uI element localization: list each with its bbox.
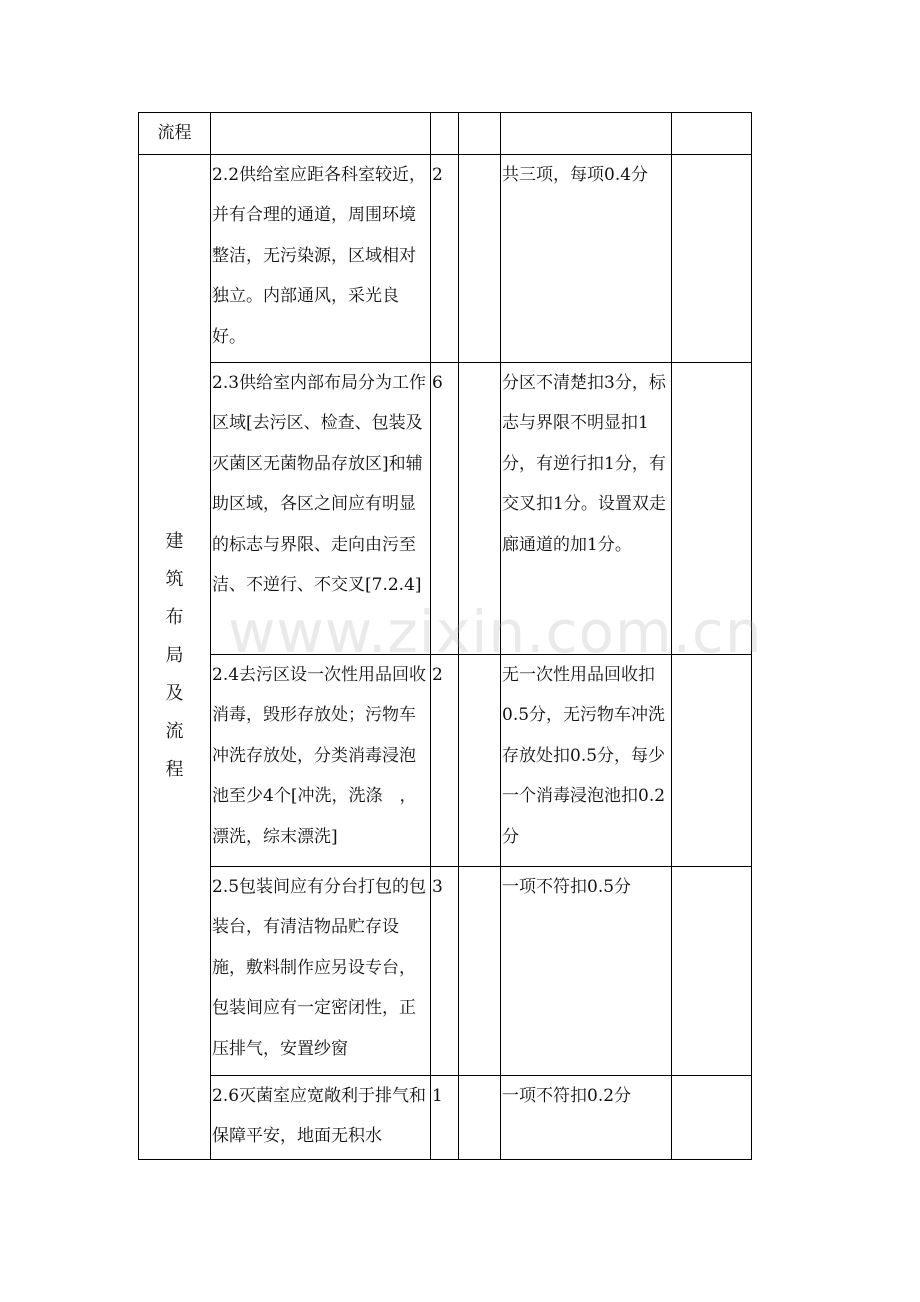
- remark-cell: [672, 866, 752, 1075]
- item-cell: 2.5包装间应有分台打包的包装台，有清洁物品贮存设施，敷料制作应另设专台，包装间应有一定密闭性，正压排气，安置纱窗: [211, 866, 431, 1075]
- blank-cell: [459, 654, 501, 866]
- blank-cell: [459, 866, 501, 1075]
- item-cell: 2.6灭菌室应宽敞利于排气和保障平安，地面无积水: [211, 1075, 431, 1159]
- score-cell: 2: [431, 154, 459, 362]
- header-score-cell: [431, 113, 459, 155]
- table-row: [139, 1075, 752, 1159]
- category-cell: [139, 154, 211, 1159]
- category-label: 建筑布局及流程: [165, 530, 184, 780]
- category-header-cell: [139, 113, 211, 155]
- blank-cell: [459, 154, 501, 362]
- assessment-table: [138, 112, 752, 1160]
- table-row: [139, 154, 752, 362]
- score-cell: 3: [431, 866, 459, 1075]
- blank-cell: [459, 1075, 501, 1159]
- score-cell: 2: [431, 654, 459, 866]
- header-remark-cell: [672, 113, 752, 155]
- rule-cell: 共三项，每项0.4分: [501, 154, 672, 362]
- rule-cell: 一项不符扣0.5分: [501, 866, 672, 1075]
- category-header-label: 流程: [157, 123, 192, 143]
- rule-cell: 分区不清楚扣3分，标志与界限不明显扣1分，有逆行扣1分，有交叉扣1分。设置双走廊通道的加1分。: [501, 362, 672, 654]
- header-row: [139, 113, 752, 155]
- rule-cell: 无一次性用品回收扣0.5分，无污物车冲洗存放处扣0.5分，每少一个消毒浸泡池扣0.2分: [501, 654, 672, 866]
- header-blank-cell: [459, 113, 501, 155]
- table-row: [139, 866, 752, 1075]
- remark-cell: [672, 654, 752, 866]
- blank-cell: [459, 362, 501, 654]
- rule-cell: 一项不符扣0.2分: [501, 1075, 672, 1159]
- remark-cell: [672, 154, 752, 362]
- item-cell: 2.4去污区设一次性用品回收消毒，毁形存放处；污物车冲洗存放处，分类消毒浸泡池至少4个[冲洗，洗涤 ，漂洗，综末漂洗]: [211, 654, 431, 866]
- item-cell: 2.3供给室内部布局分为工作区域[去污区、检查、包装及灭菌区无菌物品存放区]和辅助区域，各区之间应有明显的标志与界限、走向由污至洁、不逆行、不交叉[7.2.4]: [211, 362, 431, 654]
- table-row: [139, 362, 752, 654]
- table-row: [139, 654, 752, 866]
- watermark: www.zixin.com.cn: [228, 598, 763, 666]
- item-cell: 2.2供给室应距各科室较近，并有合理的通道，周围环境整洁，无污染源，区域相对独立。内部通风，采光良好。: [211, 154, 431, 362]
- score-cell: 1: [431, 1075, 459, 1159]
- remark-cell: [672, 362, 752, 654]
- header-item-cell: [211, 113, 431, 155]
- remark-cell: [672, 1075, 752, 1159]
- score-cell: 6: [431, 362, 459, 654]
- header-rule-cell: [501, 113, 672, 155]
